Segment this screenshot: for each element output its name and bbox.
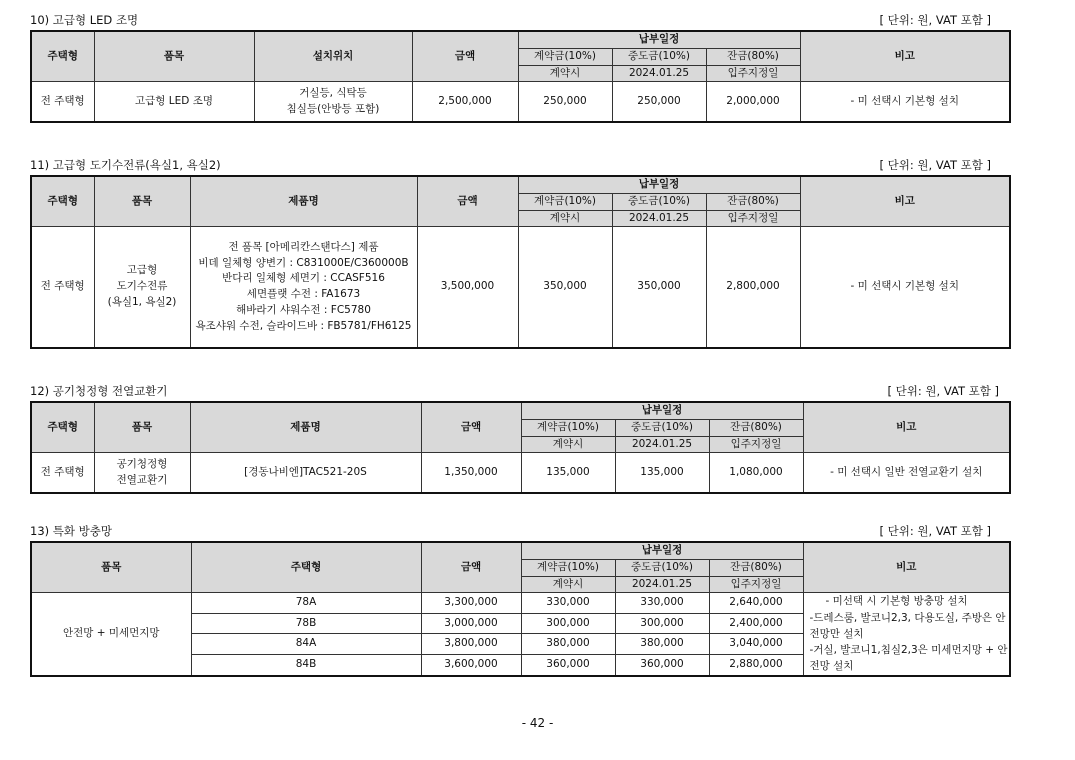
cell-middle: 380,000	[615, 634, 709, 655]
cell-type: 78A	[191, 593, 421, 614]
cell-balance: 1,080,000	[709, 453, 803, 493]
cell-middle: 135,000	[615, 453, 709, 493]
header-item: 품목	[94, 402, 190, 453]
header-balance: 잔금(80%)	[709, 559, 803, 576]
cell-product: [경동나비엔]TAC521-20S	[190, 453, 421, 493]
cell-deposit: 250,000	[518, 82, 612, 122]
cell-middle: 350,000	[612, 227, 706, 348]
header-note: 비고	[803, 542, 1010, 593]
table-row	[31, 453, 1010, 493]
section-special-screens	[30, 521, 1009, 677]
cell-product	[190, 227, 417, 348]
header-schedule: 납부일정	[521, 542, 803, 559]
header-deposit: 계약금(10%)	[521, 559, 615, 576]
cell-type: 78B	[191, 613, 421, 634]
header-middle: 중도금(10%)	[612, 48, 706, 65]
header-schedule: 납부일정	[521, 402, 803, 419]
product-line: 반다리 일체형 세면기 : CCASF516	[222, 272, 385, 285]
table-row	[31, 82, 1010, 122]
location-line: 거실등, 식탁등	[299, 86, 367, 99]
date-middle: 2024.01.25	[612, 210, 706, 227]
cell-middle: 330,000	[615, 593, 709, 614]
unit-label: [ 단위: 원, VAT 포함 ]	[879, 13, 991, 27]
header-product: 제품명	[190, 176, 417, 227]
product-line: 비데 일체형 양변기 : C831000E/C360000B	[198, 256, 409, 269]
header-middle: 중도금(10%)	[615, 419, 709, 436]
item-line: 전열교환기	[116, 473, 168, 486]
header-balance: 잔금(80%)	[709, 419, 803, 436]
date-contract: 계약시	[518, 65, 612, 82]
date-middle: 2024.01.25	[615, 436, 709, 453]
price-table	[30, 541, 1011, 677]
note-line: -거실, 발코니1,침실2,3은 미세먼지망 + 안전망 설치	[809, 644, 1008, 673]
date-movein: 입주지정일	[709, 436, 803, 453]
cell-balance: 3,040,000	[709, 634, 803, 655]
date-movein: 입주지정일	[709, 576, 803, 593]
cell-amount: 2,500,000	[412, 82, 518, 122]
cell-type: 84B	[191, 654, 421, 675]
header-amount: 금액	[421, 542, 521, 593]
header-schedule: 납부일정	[518, 176, 800, 193]
header-balance: 잔금(80%)	[706, 193, 800, 210]
cell-item	[94, 227, 190, 348]
cell-amount: 3,600,000	[421, 654, 521, 675]
cell-amount: 3,000,000	[421, 613, 521, 634]
note-line: - 미선택 시 기본형 방충망 설치	[825, 595, 968, 608]
unit-label: [ 단위: 원, VAT 포함 ]	[879, 524, 991, 538]
cell-middle: 300,000	[615, 613, 709, 634]
cell-type: 전 주택형	[31, 453, 94, 493]
unit-label: [ 단위: 원, VAT 포함 ]	[887, 384, 999, 398]
section-led-lighting	[30, 10, 1009, 123]
product-line: 세면플랫 수전 : FA1673	[246, 288, 361, 300]
cell-deposit: 135,000	[521, 453, 615, 493]
section-title: 12) 공기청정형 전열교환기	[30, 384, 168, 398]
section-bathroom-fixtures	[30, 155, 1009, 349]
header-type: 주택형	[191, 542, 421, 593]
date-contract: 계약시	[518, 210, 612, 227]
header-note: 비고	[800, 31, 1010, 82]
header-product: 제품명	[190, 402, 421, 453]
header-type: 주택형	[31, 402, 94, 453]
product-line: 욕조샤워 수전, 슬라이드바 : FB5781/FH6125	[195, 319, 412, 332]
cell-deposit: 380,000	[521, 634, 615, 655]
cell-item: 안전망 + 미세먼지망	[31, 593, 191, 676]
date-movein: 입주지정일	[706, 65, 800, 82]
cell-deposit: 350,000	[518, 227, 612, 348]
cell-note: - 미 선택시 일반 전열교환기 설치	[803, 453, 1010, 493]
header-deposit: 계약금(10%)	[521, 419, 615, 436]
cell-deposit: 360,000	[521, 654, 615, 675]
cell-note: - 미 선택시 기본형 설치	[800, 82, 1010, 122]
price-table	[30, 30, 1011, 123]
cell-amount: 3,300,000	[421, 593, 521, 614]
price-table	[30, 401, 1011, 494]
note-line: -드레스룸, 발코니2,3, 다용도실, 주방은 안전망만 설치	[809, 611, 1006, 640]
cell-type: 84A	[191, 634, 421, 655]
date-contract: 계약시	[521, 576, 615, 593]
date-middle: 2024.01.25	[615, 576, 709, 593]
header-deposit: 계약금(10%)	[518, 48, 612, 65]
header-type: 주택형	[31, 31, 94, 82]
cell-amount: 3,500,000	[417, 227, 518, 348]
header-note: 비고	[800, 176, 1010, 227]
header-amount: 금액	[421, 402, 521, 453]
header-item: 품목	[94, 176, 190, 227]
header-location: 설치위치	[254, 31, 412, 82]
location-line: 침실등(안방등 포함)	[286, 102, 380, 115]
table-row	[31, 227, 1010, 348]
section-air-purifier	[30, 381, 1009, 494]
cell-amount: 3,800,000	[421, 634, 521, 655]
cell-note: - 미 선택시 기본형 설치	[800, 227, 1010, 348]
header-deposit: 계약금(10%)	[518, 193, 612, 210]
cell-type: 전 주택형	[31, 82, 94, 122]
cell-location	[254, 82, 412, 122]
cell-item: 고급형 LED 조명	[94, 82, 254, 122]
cell-balance: 2,000,000	[706, 82, 800, 122]
header-amount: 금액	[417, 176, 518, 227]
cell-deposit: 300,000	[521, 613, 615, 634]
header-item: 품목	[31, 542, 191, 593]
header-balance: 잔금(80%)	[706, 48, 800, 65]
product-line: 전 품목 [아메리칸스탠다스] 제품	[228, 240, 379, 253]
product-line: 해바라기 샤워수전 : FC5780	[236, 303, 371, 316]
cell-deposit: 330,000	[521, 593, 615, 614]
cell-balance: 2,880,000	[709, 654, 803, 675]
cell-balance: 2,400,000	[709, 613, 803, 634]
item-line: 고급형	[126, 264, 158, 277]
cell-note	[803, 593, 1010, 676]
item-line: 공기청정형	[116, 457, 168, 470]
price-table	[30, 175, 1011, 349]
cell-middle: 360,000	[615, 654, 709, 675]
cell-type: 전 주택형	[31, 227, 94, 348]
header-item: 품목	[94, 31, 254, 82]
header-type: 주택형	[31, 176, 94, 227]
header-middle: 중도금(10%)	[612, 193, 706, 210]
date-contract: 계약시	[521, 436, 615, 453]
header-middle: 중도금(10%)	[615, 559, 709, 576]
section-title: 13) 특화 방충망	[30, 524, 112, 538]
date-middle: 2024.01.25	[612, 65, 706, 82]
header-amount: 금액	[412, 31, 518, 82]
cell-item	[94, 453, 190, 493]
section-title: 11) 고급형 도기수전류(욕실1, 욕실2)	[30, 158, 221, 172]
section-title: 10) 고급형 LED 조명	[30, 13, 139, 27]
item-line: 도기수전류	[116, 280, 168, 293]
header-note: 비고	[803, 402, 1010, 453]
date-movein: 입주지정일	[706, 210, 800, 227]
header-schedule: 납부일정	[518, 31, 800, 48]
page-number: - 42 -	[521, 716, 554, 730]
table-row	[31, 593, 1010, 614]
cell-balance: 2,640,000	[709, 593, 803, 614]
item-line: (욕실1, 욕실2)	[107, 295, 177, 308]
cell-middle: 250,000	[612, 82, 706, 122]
cell-amount: 1,350,000	[421, 453, 521, 493]
unit-label: [ 단위: 원, VAT 포함 ]	[879, 158, 991, 172]
cell-balance: 2,800,000	[706, 227, 800, 348]
